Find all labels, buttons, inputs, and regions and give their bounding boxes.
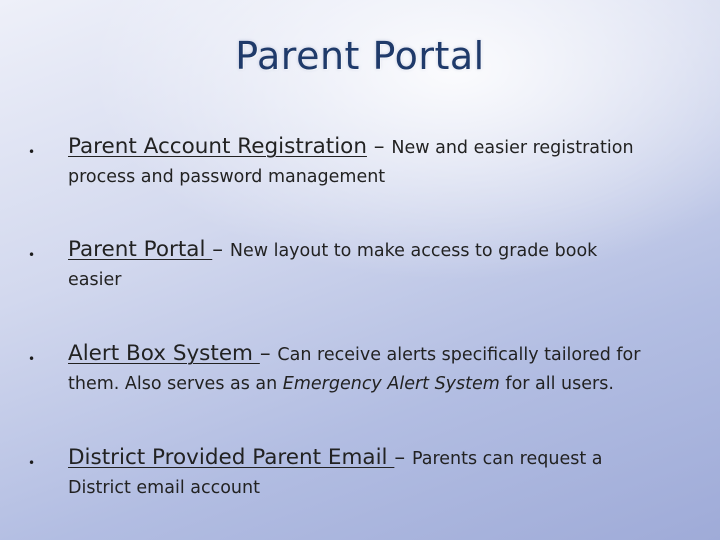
bullet-dash: – (259, 341, 278, 366)
slide-title: Parent Portal (235, 34, 485, 78)
bullet-line-2 (68, 374, 614, 394)
bullet-description: Parents can request a (411, 449, 603, 469)
bullet-dash: – (394, 445, 412, 470)
bullet-line-1 (68, 134, 634, 159)
bullet-line-2-start: them. Also serves as an (68, 374, 283, 394)
bullet-icon: • (28, 456, 36, 470)
bullet-description: New and easier registration (391, 138, 634, 158)
bullet-icon: • (28, 145, 36, 159)
bullet-line-1 (68, 341, 640, 366)
bullet-line-1 (68, 445, 602, 470)
bullet-description: Can receive alerts specifically tailored for (277, 345, 641, 365)
bullet-line-2: District email account (68, 478, 260, 498)
bullet-heading: Parent Portal (68, 237, 213, 262)
bullet-line-2-end: for all users. (499, 374, 614, 394)
bullet-line-2: easier (68, 270, 122, 290)
bullet-line-1 (68, 237, 597, 262)
bullet-dash: – (366, 134, 392, 159)
bullet-icon: • (28, 352, 36, 366)
bullet-heading: Parent Account Registration (68, 134, 367, 159)
emergency-alert-system-emphasis: Emergency Alert System (282, 374, 500, 394)
bullet-dash: – (212, 237, 230, 262)
bullet-heading: Alert Box System (68, 341, 260, 366)
bullet-line-2: process and password management (68, 167, 386, 187)
bullet-heading: District Provided Parent Email (68, 445, 395, 470)
bullet-description: New layout to make access to grade book (229, 241, 598, 261)
bullet-icon: • (28, 248, 36, 262)
